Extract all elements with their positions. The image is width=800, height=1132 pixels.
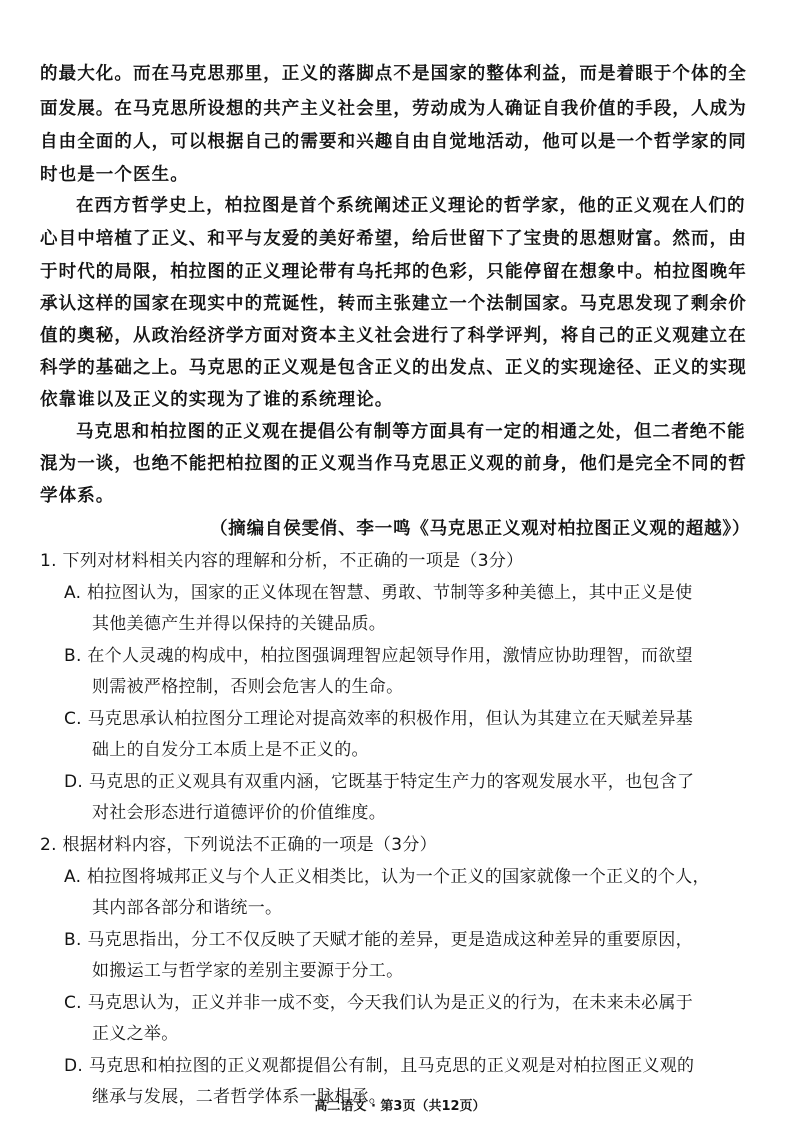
passage-line: 承认这样的国家在现实中的荒诞性，转而主张建立一个法制国家。马克思发现了剩余价 <box>40 294 747 314</box>
passage-line: 在西方哲学史上，柏拉图是首个系统阐述正义理论的哲学家，他的正义观在人们的 <box>76 196 746 216</box>
passage-line: 马克思和柏拉图的正义观在提倡公有制等方面具有一定的相通之处，但二者绝不能 <box>76 422 746 442</box>
option-d-line: 对社会形态进行道德评价的价值维度。 <box>92 803 387 823</box>
passage-line: 于时代的局限，柏拉图的正义理论带有乌托邦的色彩，只能停留在想象中。柏拉图晚年 <box>40 262 747 282</box>
passage-line: 面发展。在马克思所设想的共产主义社会里，劳动成为人确证自我价值的手段，人成为 <box>40 99 747 119</box>
option-b-line: B. 在个人灵魂的构成中，柏拉图强调理智应起领导作用，激情应协助理智，而欲望 <box>64 646 693 666</box>
option-b-line: 如搬运工与哲学家的差别主要源于分工。 <box>92 961 404 981</box>
option-a-line: A. 柏拉图认为，国家的正义体现在智慧、勇敢、节制等多种美德上，其中正义是使 <box>64 583 693 603</box>
passage-source: （摘编自侯雯俏、李一鸣《马克思正义观对柏拉图正义观的超越》） <box>210 519 751 539</box>
option-a-line: 其内部各部分和谐统一。 <box>92 898 283 918</box>
option-d-line: 继承与发展，二者哲学体系一脉相承。 <box>92 1087 387 1107</box>
passage-line: 学体系。 <box>40 486 115 506</box>
passage-line: 时也是一个医生。 <box>40 165 189 185</box>
passage-line: 心目中培植了正义、和平与友爱的美好希望，给后世留下了宝贵的思想财富。然而，由 <box>40 229 747 249</box>
option-b-line: 则需被严格控制，否则会危害人的生命。 <box>92 677 404 697</box>
passage-line: 混为一谈，也绝不能把柏拉图的正义观当作马克思正义观的前身，他们是完全不同的哲 <box>40 454 747 474</box>
option-c-line: 正义之举。 <box>92 1024 179 1044</box>
passage-line: 值的奥秘，从政治经济学方面对资本主义社会进行了科学评判，将自己的正义观建立在 <box>40 326 747 346</box>
option-a-line: 其他美德产生并得以保持的关键品质。 <box>92 614 387 634</box>
question-stem: 1. 下列对材料相关内容的理解和分析，不正确的一项是（3分） <box>40 551 524 571</box>
option-b-line: B. 马克思指出，分工不仅反映了天赋才能的差异，更是造成这种差异的重要原因， <box>64 930 693 950</box>
page-footer: 高二语文 · 第3页（共12页） <box>314 1099 486 1114</box>
passage-line: 依靠谁以及正义的实现为了谁的系统理论。 <box>40 390 394 410</box>
option-a-line: A. 柏拉图将城邦正义与个人正义相类比，认为一个正义的国家就像一个正义的个人， <box>64 867 710 887</box>
passage-line: 的最大化。而在马克思那里，正义的落脚点不是国家的整体利益，而是着眼于个体的全 <box>40 64 747 84</box>
option-c-line: C. 马克思承认柏拉图分工理论对提高效率的积极作用，但认为其建立在天赋差异基 <box>64 709 694 729</box>
question-stem: 2. 根据材料内容，下列说法不正确的一项是（3分） <box>40 835 437 855</box>
option-d-line: D. 马克思和柏拉图的正义观都提倡公有制，且马克思的正义观是对柏拉图正义观的 <box>64 1056 695 1076</box>
option-c-line: 础上的自发分工本质上是不正义的。 <box>92 740 369 760</box>
option-c-line: C. 马克思认为，正义并非一成不变，今天我们认为是正义的行为，在未来未必属于 <box>64 993 694 1013</box>
passage-line: 自由全面的人，可以根据自己的需要和兴趣自由自觉地活动，他可以是一个哲学家的同 <box>40 132 747 152</box>
option-d-line: D. 马克思的正义观具有双重内涵，它既基于特定生产力的客观发展水平，也包含了 <box>64 772 695 792</box>
passage-line: 科学的基础之上。马克思的正义观是包含正义的出发点、正义的实现途径、正义的实现 <box>40 358 747 378</box>
